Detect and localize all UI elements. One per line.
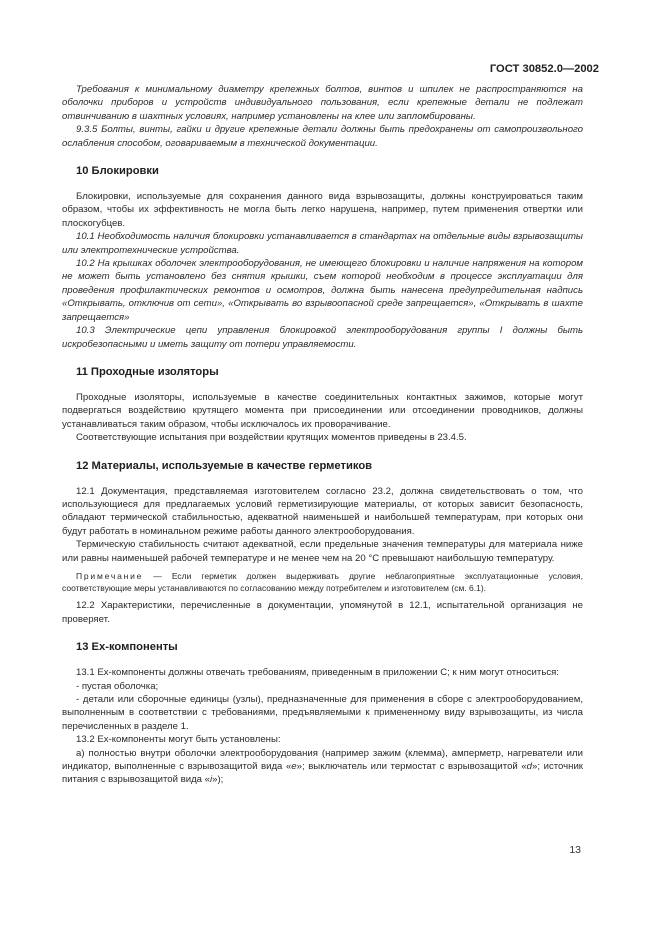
section-10-paragraph-3: 10.2 На крышках оболочек электрооборудования, не имеющего блокировки и наличие напряжения на котором не может быть установлено без снятия крышки, съем которой необходим в процессе эксплуатации для проведения профилактических ремонтов и осмотров, должна быть нанесена предупредительная надпись «Открывать, отключив от сети», «Открывать во взрывоопасной среде запрещается», «Открывать в шахте запрещается» xyxy=(62,258,583,323)
section-13-paragraph-2: 13.2 Ex-компоненты могут быть установлены: xyxy=(76,734,281,746)
note-text: — Если герметик должен выдерживать другие неблагоприятные эксплуатационные условия, соответствующие меры устанавливаются по согласованию между потребителем и изготовителем (см. 6.1). xyxy=(62,570,583,594)
list-item-2: - детали или сборочные единицы (узлы), предназначенные для применения в сборе с электрооборудованием, выполненным в соответствии с требованиями, предъявляемыми к примененному виду взрывозащиты, из числа перечисленных в разделе 1. xyxy=(62,694,583,732)
section-11-title: 11 Проходные изоляторы xyxy=(76,365,219,378)
section-10-title: 10 Блокировки xyxy=(76,165,159,178)
item-a-text-1: а) полностью внутри оболочки электрооборудования (например зажим (клемма), амперметр, нагреватели или индикатор, выполненные с взрывозащитой вида « xyxy=(62,747,583,773)
item-a-text-4: »); xyxy=(212,774,224,786)
section-13-paragraph-1: 13.1 Ex-компоненты должны отвечать требованиям, приведенным в приложении С; к ним могут относиться: xyxy=(76,667,559,679)
list-item-1: - пустая оболочка; xyxy=(76,680,159,692)
item-a-d: d xyxy=(526,761,533,773)
item-a-text-2: »; выключатель или термостат с взрывозащитой « xyxy=(296,761,527,773)
item-a-e: е xyxy=(291,761,297,773)
section-11-paragraph-1: Проходные изоляторы, используемые в качестве соединительных контактных зажимов, которые могут подвергаться воздействию крутящего момента при присоединении или отсоединении проводников, должны устанавливаться таким образом, чтобы исключалось их проворачивание. xyxy=(62,391,583,430)
section-10-paragraph-4: 10.3 Электрические цепи управления блокировкой электрооборудования группы I должны быть искробезопасными и иметь защиту от потери управляемости. xyxy=(62,325,583,350)
item-a-i: i xyxy=(210,774,213,786)
section-12-paragraph-1: 12.1 Документация, представляемая изготовителем согласно 23.2, должна свидетельствовать о том, что использующиеся для предлагаемых условий герметизирующие материалы, от которых зависит безопасность, обладают термической стабильностью, адекватной наименьшей и наибольшей температурам, при которых они будут работать в номинальном режиме работы данного электрооборудования. xyxy=(62,485,583,537)
section-13-item-a xyxy=(62,747,583,787)
document-code: ГОСТ 30852.0—2002 xyxy=(489,63,599,75)
item-a-text-3: »; источник питания с взрывозащитой вида « xyxy=(62,761,583,786)
section-12-note xyxy=(62,570,583,594)
intro-paragraph-2: 9.3.5 Болты, винты, гайки и другие крепежные детали должны быть предохранены от самопроизвольного ослабления способом, оговариваемым в технической документации. xyxy=(62,124,583,149)
note-label: Примечание xyxy=(76,570,144,581)
page-content xyxy=(62,83,583,787)
section-10-paragraph-1: Блокировки, используемые для сохранения данного вида взрывозащиты, должны конструироваться таким образом, чтобы их эффективность не могла быть легко нарушена, например, путем применения отвертки или плоскогубцев. xyxy=(62,191,583,229)
section-13-title: 13 Ex-компоненты xyxy=(76,641,178,654)
section-12-title: 12 Материалы, используемые в качестве герметиков xyxy=(76,459,373,472)
intro-paragraph-1: Требования к минимальному диаметру крепежных болтов, винтов и шпилек не распространяются на оболочки приборов и устройств индивидуального пользования, если крепежные детали не подлежат отвинчиванию в шахтных условиях, например установлены на клее или запломбированы. xyxy=(62,84,583,122)
section-12-paragraph-3: 12.2 Характеристики, перечисленные в документации, упомянутой в 12.1, испытательной организация не проверяет. xyxy=(62,600,583,625)
page-number: 13 xyxy=(569,844,581,856)
section-12-paragraph-2: Термическую стабильность считают адекватной, если предельные значения температуры для материала ниже или равны наименьшей рабочей температуре и не менее чем на 20 °С превышают наибольшую температуру. xyxy=(62,539,583,564)
section-11-paragraph-2: Соответствующие испытания при воздействии крутящих моментов приведены в 23.4.5. xyxy=(76,432,467,444)
section-10-paragraph-2: 10.1 Необходимость наличия блокировки устанавливается в стандартах на отдельные виды взрывозащиты или электротехнические устройства. xyxy=(62,231,583,256)
